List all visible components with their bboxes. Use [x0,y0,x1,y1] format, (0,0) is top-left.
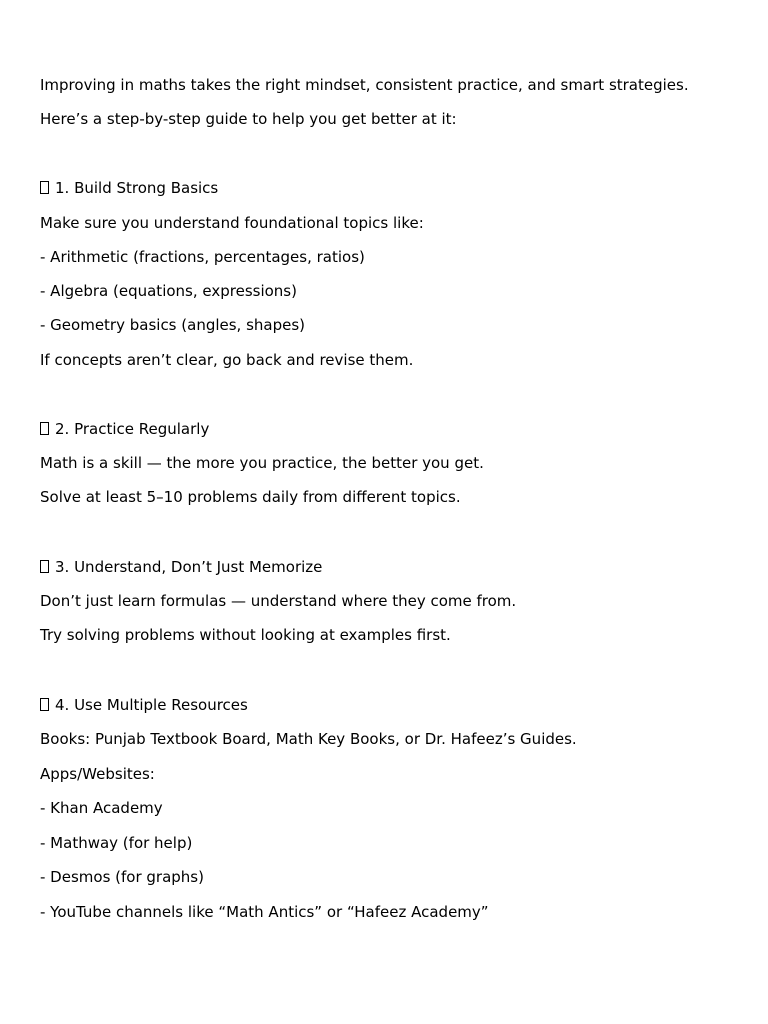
section-1-line-4: - Geometry basics (angles, shapes) [40,316,306,334]
section-2-heading [40,419,209,439]
missing-glyph-icon [40,422,49,435]
section-4-line-5: - Desmos (for graphs) [40,868,204,886]
section-3-heading [40,557,322,577]
section-1-heading [40,178,218,198]
section-4-line-4: - Mathway (for help) [40,834,193,852]
missing-glyph-icon [40,181,49,194]
section-4-line-1: Books: Punjab Textbook Board, Math Key Books, or Dr. Hafeez’s Guides. [40,730,577,748]
section-3-heading-text: 3. Understand, Don’t Just Memorize [55,558,323,576]
section-4-heading [40,695,248,715]
section-4-line-3: - Khan Academy [40,799,163,817]
section-1-line-2: - Arithmetic (fractions, percentages, ratios) [40,248,365,266]
section-2-line-2: Solve at least 5–10 problems daily from different topics. [40,488,461,506]
section-4-line-2: Apps/Websites: [40,765,155,783]
section-1-line-1: Make sure you understand foundational topics like: [40,214,424,232]
section-3-line-2: Try solving problems without looking at examples first. [40,626,451,644]
section-4-line-6: - YouTube channels like “Math Antics” or “Hafeez Academy” [40,903,489,921]
intro-line-1: Improving in maths takes the right mindset, consistent practice, and smart strategies. [40,76,689,94]
section-1-line-5: If concepts aren’t clear, go back and revise them. [40,351,414,369]
section-1-heading-text: 1. Build Strong Basics [55,179,219,197]
section-2-line-1: Math is a skill — the more you practice, the better you get. [40,454,484,472]
missing-glyph-icon [40,698,49,711]
section-1-line-3: - Algebra (equations, expressions) [40,282,297,300]
intro-line-2: Here’s a step-by-step guide to help you get better at it: [40,110,457,128]
section-3-line-1: Don’t just learn formulas — understand where they come from. [40,592,517,610]
section-4-heading-text: 4. Use Multiple Resources [55,696,248,714]
missing-glyph-icon [40,560,49,573]
section-2-heading-text: 2. Practice Regularly [55,420,210,438]
